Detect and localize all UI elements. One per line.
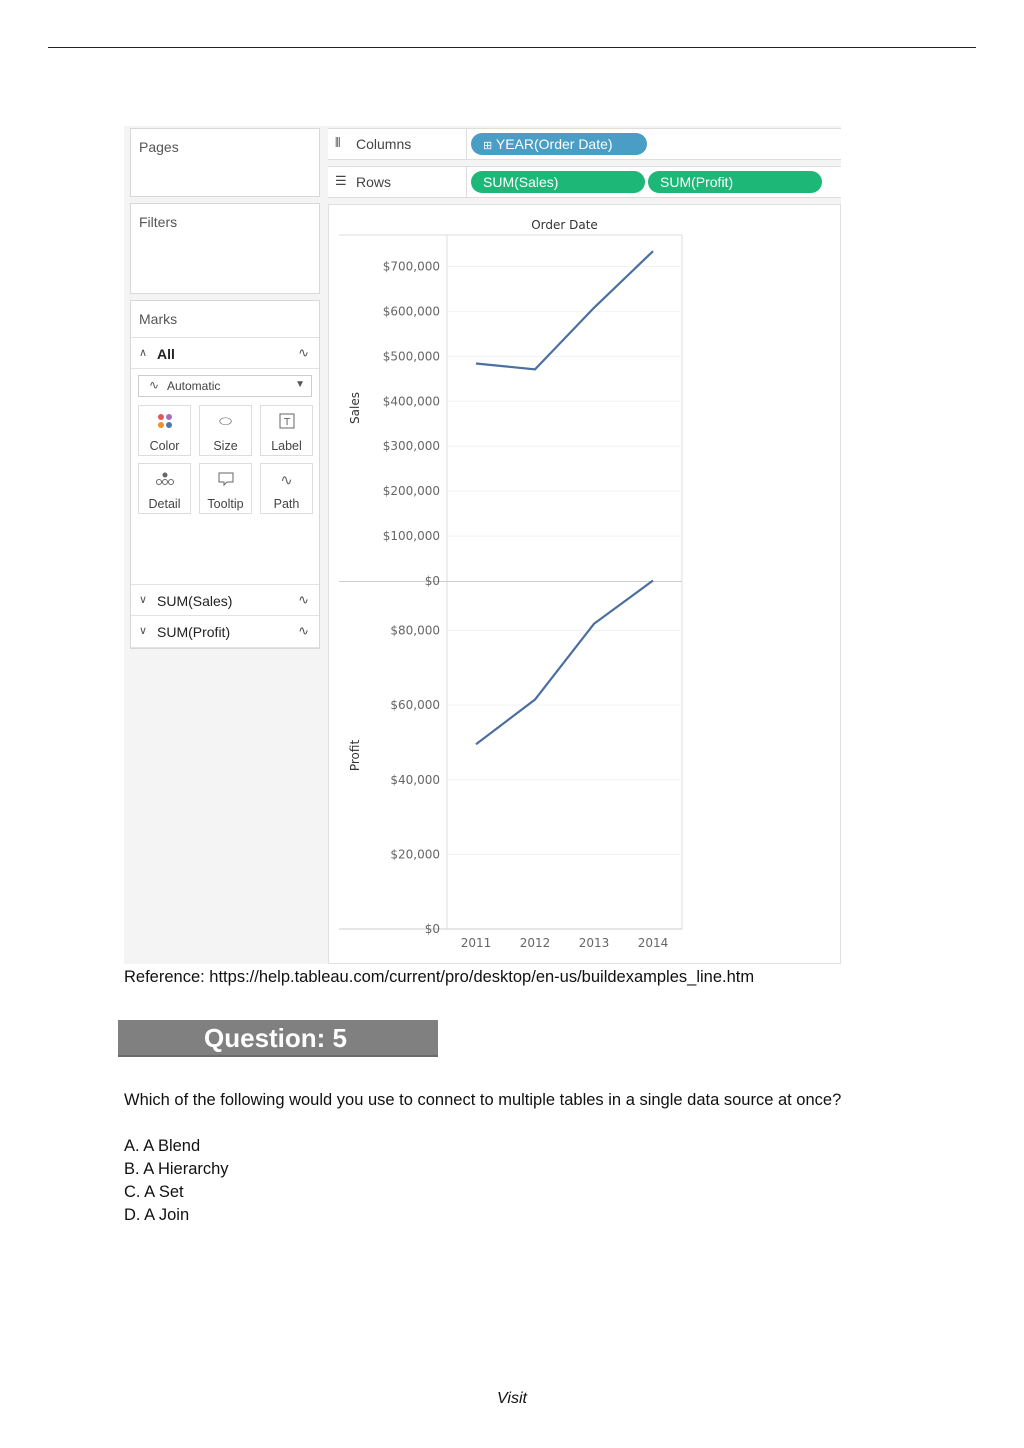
y-tick-label: $700,000 xyxy=(382,259,440,274)
measure-sales-row[interactable] xyxy=(131,584,319,616)
marks-title: Marks xyxy=(139,311,178,327)
columns-label: Columns xyxy=(356,136,412,152)
color-label: Color xyxy=(149,439,180,453)
line-mark-icon: ∿ xyxy=(298,592,309,607)
mark-type-dropdown[interactable] xyxy=(138,375,312,397)
path-button[interactable] xyxy=(260,463,313,514)
y-tick-label: $0 xyxy=(424,574,440,588)
question-banner xyxy=(118,1020,438,1057)
pages-label: Pages xyxy=(139,139,179,155)
color-dots-icon xyxy=(139,413,190,433)
sum-profit-pill[interactable] xyxy=(648,171,822,193)
y-tick-label: $40,000 xyxy=(390,772,440,787)
y-tick-label: $300,000 xyxy=(382,439,440,454)
question-text: Which of the following would you use to connect to multiple tables in a single data source at once? xyxy=(124,1091,842,1109)
rows-shelf[interactable] xyxy=(328,166,841,198)
detail-label: Detail xyxy=(148,497,181,511)
measure-profit-row[interactable] xyxy=(131,616,319,648)
y-tick-label: $500,000 xyxy=(382,349,440,364)
sum-profit-label: SUM(Profit) xyxy=(660,174,734,190)
y-tick-label: $80,000 xyxy=(390,623,440,638)
marks-all-label: All xyxy=(157,346,175,362)
y-tick-label: $20,000 xyxy=(390,847,440,862)
question-number: Question: 5 xyxy=(204,1023,348,1053)
y-axis-label: Profit xyxy=(348,739,362,772)
svg-text:T: T xyxy=(283,417,290,428)
tooltip-label: Tooltip xyxy=(207,497,244,511)
sum-sales-pill[interactable] xyxy=(471,171,645,193)
chevron-down-icon: ∨ xyxy=(139,625,148,637)
detail-button[interactable] xyxy=(138,463,191,514)
columns-shelf-label xyxy=(328,129,467,159)
sum-sales-label: SUM(Sales) xyxy=(483,174,559,190)
y-tick-label: $600,000 xyxy=(382,304,440,319)
year-order-date-pill[interactable] xyxy=(471,133,647,155)
tooltip-icon xyxy=(200,471,251,491)
option-c: C. A Set xyxy=(124,1183,184,1201)
columns-icon: ⫴ xyxy=(335,135,341,150)
series-line-sales xyxy=(476,251,653,369)
size-icon: ⬭ xyxy=(219,413,232,430)
option-d: D. A Join xyxy=(124,1206,190,1224)
path-label: Path xyxy=(273,497,300,511)
size-label: Size xyxy=(213,439,238,453)
expand-plus-icon: ⊞ xyxy=(483,140,493,152)
filters-card[interactable] xyxy=(130,203,320,294)
y-tick-label: $200,000 xyxy=(382,484,440,499)
label-label: Label xyxy=(271,439,302,453)
color-button[interactable] xyxy=(138,405,191,456)
y-tick-label: $60,000 xyxy=(390,698,440,713)
marks-card xyxy=(130,300,320,649)
measure-profit-label: SUM(Profit) xyxy=(157,624,231,640)
measure-sales-label: SUM(Sales) xyxy=(157,593,233,609)
series-line-profit xyxy=(476,581,653,745)
chart-view xyxy=(328,204,841,964)
line-mark-icon: ∿ xyxy=(298,345,309,360)
caret-down-icon: ▼ xyxy=(295,379,305,390)
option-a: A. A Blend xyxy=(124,1137,201,1155)
x-tick-label: 2014 xyxy=(637,936,669,950)
label-button[interactable] xyxy=(260,405,313,456)
rows-label: Rows xyxy=(356,174,392,190)
text-label-icon xyxy=(261,413,312,433)
filters-label: Filters xyxy=(139,214,178,230)
header-rule xyxy=(48,47,976,48)
line-chart xyxy=(329,205,840,963)
tableau-screenshot xyxy=(124,126,841,964)
footer-visit: Visit xyxy=(497,1390,527,1407)
y-tick-label: $0 xyxy=(424,922,440,936)
rows-icon: ☰ xyxy=(335,173,347,188)
chart-title: Order Date xyxy=(531,218,598,232)
year-order-date-label: YEAR(Order Date) xyxy=(495,136,613,152)
x-tick-label: 2011 xyxy=(460,936,492,950)
x-tick-label: 2012 xyxy=(519,936,551,950)
tooltip-button[interactable] xyxy=(199,463,252,514)
y-axis-label: Sales xyxy=(348,392,362,424)
x-tick-label: 2013 xyxy=(578,936,610,950)
detail-dots-icon xyxy=(139,471,190,491)
marks-all-row[interactable] xyxy=(131,337,319,369)
mark-type-value: Automatic xyxy=(167,379,221,393)
size-button[interactable] xyxy=(199,405,252,456)
path-icon: ∿ xyxy=(280,472,293,489)
chevron-down-icon: ∨ xyxy=(139,594,148,606)
y-tick-label: $400,000 xyxy=(382,394,440,409)
option-b: B. A Hierarchy xyxy=(124,1160,229,1178)
columns-shelf[interactable] xyxy=(328,128,841,160)
line-mark-icon: ∿ xyxy=(149,378,160,392)
reference-text: Reference: https://help.tableau.com/current/pro/desktop/en-us/buildexamples_line.htm xyxy=(124,968,755,986)
line-mark-icon: ∿ xyxy=(298,623,309,638)
pages-card[interactable] xyxy=(130,128,320,197)
y-tick-label: $100,000 xyxy=(382,529,440,544)
rows-shelf-label xyxy=(328,167,467,197)
chevron-up-icon: ∧ xyxy=(139,347,148,359)
